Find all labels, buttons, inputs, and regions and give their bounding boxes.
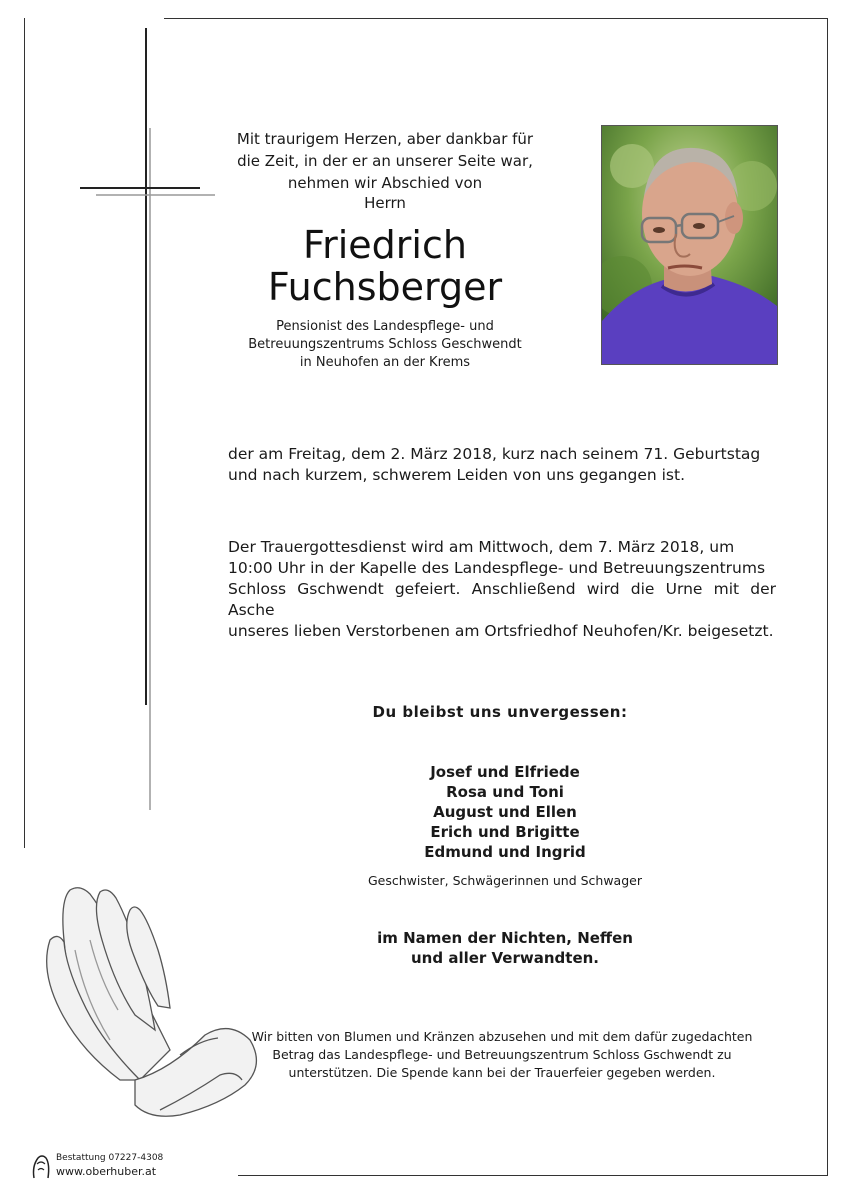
occupation-line: in Neuhofen an der Krems xyxy=(299,355,471,370)
donation-line: Wir bitten von Blumen und Kränzen abzusehen und mit dem dafür zugedachten xyxy=(251,1029,753,1044)
logo-phone: Bestattung 07227-4308 xyxy=(56,1153,164,1163)
mourner-name: Rosa und Toni xyxy=(446,783,564,801)
frame-right-line xyxy=(827,18,828,1176)
occupation-line: Betreuungszentrums Schloss Geschwendt xyxy=(248,337,522,352)
service-line: unseres lieben Verstorbenen am Ortsfriedhof Neuhofen/Kr. beigesetzt. xyxy=(228,622,774,640)
frame-top-line xyxy=(164,18,828,19)
funeral-home-logo xyxy=(30,1152,170,1186)
mourner-name: Edmund und Ingrid xyxy=(424,843,586,861)
donation-line: Betrag das Landespflege- und Betreuungszentrum Schloss Gschwendt zu xyxy=(272,1047,732,1062)
logo-website[interactable]: www.oberhuber.at xyxy=(56,1165,157,1178)
deceased-first-name: Friedrich xyxy=(303,223,467,267)
mourner-name: August und Ellen xyxy=(433,803,577,821)
intro-line: nehmen wir Abschied von xyxy=(287,174,483,192)
frame-left-line xyxy=(24,18,25,848)
relatives-text xyxy=(330,928,680,968)
intro-text xyxy=(205,128,565,194)
portrait-photo xyxy=(601,125,778,365)
donation-line: unterstützen. Die Spende kann bei der Trauerfeier gegeben werden. xyxy=(288,1065,716,1080)
deceased-name xyxy=(205,224,565,308)
intro-line: die Zeit, in der er an unserer Seite war, xyxy=(237,152,533,170)
salutation: Herrn xyxy=(364,194,406,212)
death-notice-line: der am Freitag, dem 2. März 2018, kurz nach seinem 71. Geburtstag xyxy=(228,445,761,463)
remembrance-heading: Du bleibst uns unvergessen: xyxy=(372,703,628,721)
death-notice-text xyxy=(228,444,776,486)
occupation-text xyxy=(205,318,565,372)
service-line: Schloss Gschwendt gefeiert. Anschließend wird die Urne mit der Asche xyxy=(228,580,776,619)
mourner-name: Erich und Brigitte xyxy=(430,823,580,841)
relatives-line: und aller Verwandten. xyxy=(411,949,599,967)
death-notice-line: und nach kurzem, schwerem Leiden von uns gegangen ist. xyxy=(228,466,685,484)
relatives-line: im Namen der Nichten, Neffen xyxy=(377,929,633,947)
mourners-relation: Geschwister, Schwägerinnen und Schwager xyxy=(368,873,642,888)
mourner-name: Josef und Elfriede xyxy=(430,763,580,781)
donation-text xyxy=(232,1028,772,1082)
service-text xyxy=(228,537,776,642)
intro-line: Mit traurigem Herzen, aber dankbar für xyxy=(236,130,534,148)
service-line: Der Trauergottesdienst wird am Mittwoch, dem 7. März 2018, um xyxy=(228,538,735,556)
frame-bottom-line xyxy=(238,1175,828,1176)
occupation-line: Pensionist des Landespflege- und xyxy=(276,319,494,334)
logo-icon xyxy=(30,1152,52,1180)
service-line: 10:00 Uhr in der Kapelle des Landespflege- und Betreuungszentrums xyxy=(228,559,766,577)
mourners-list xyxy=(380,762,630,862)
deceased-last-name: Fuchsberger xyxy=(267,265,503,309)
praying-hands-icon xyxy=(30,880,270,1140)
